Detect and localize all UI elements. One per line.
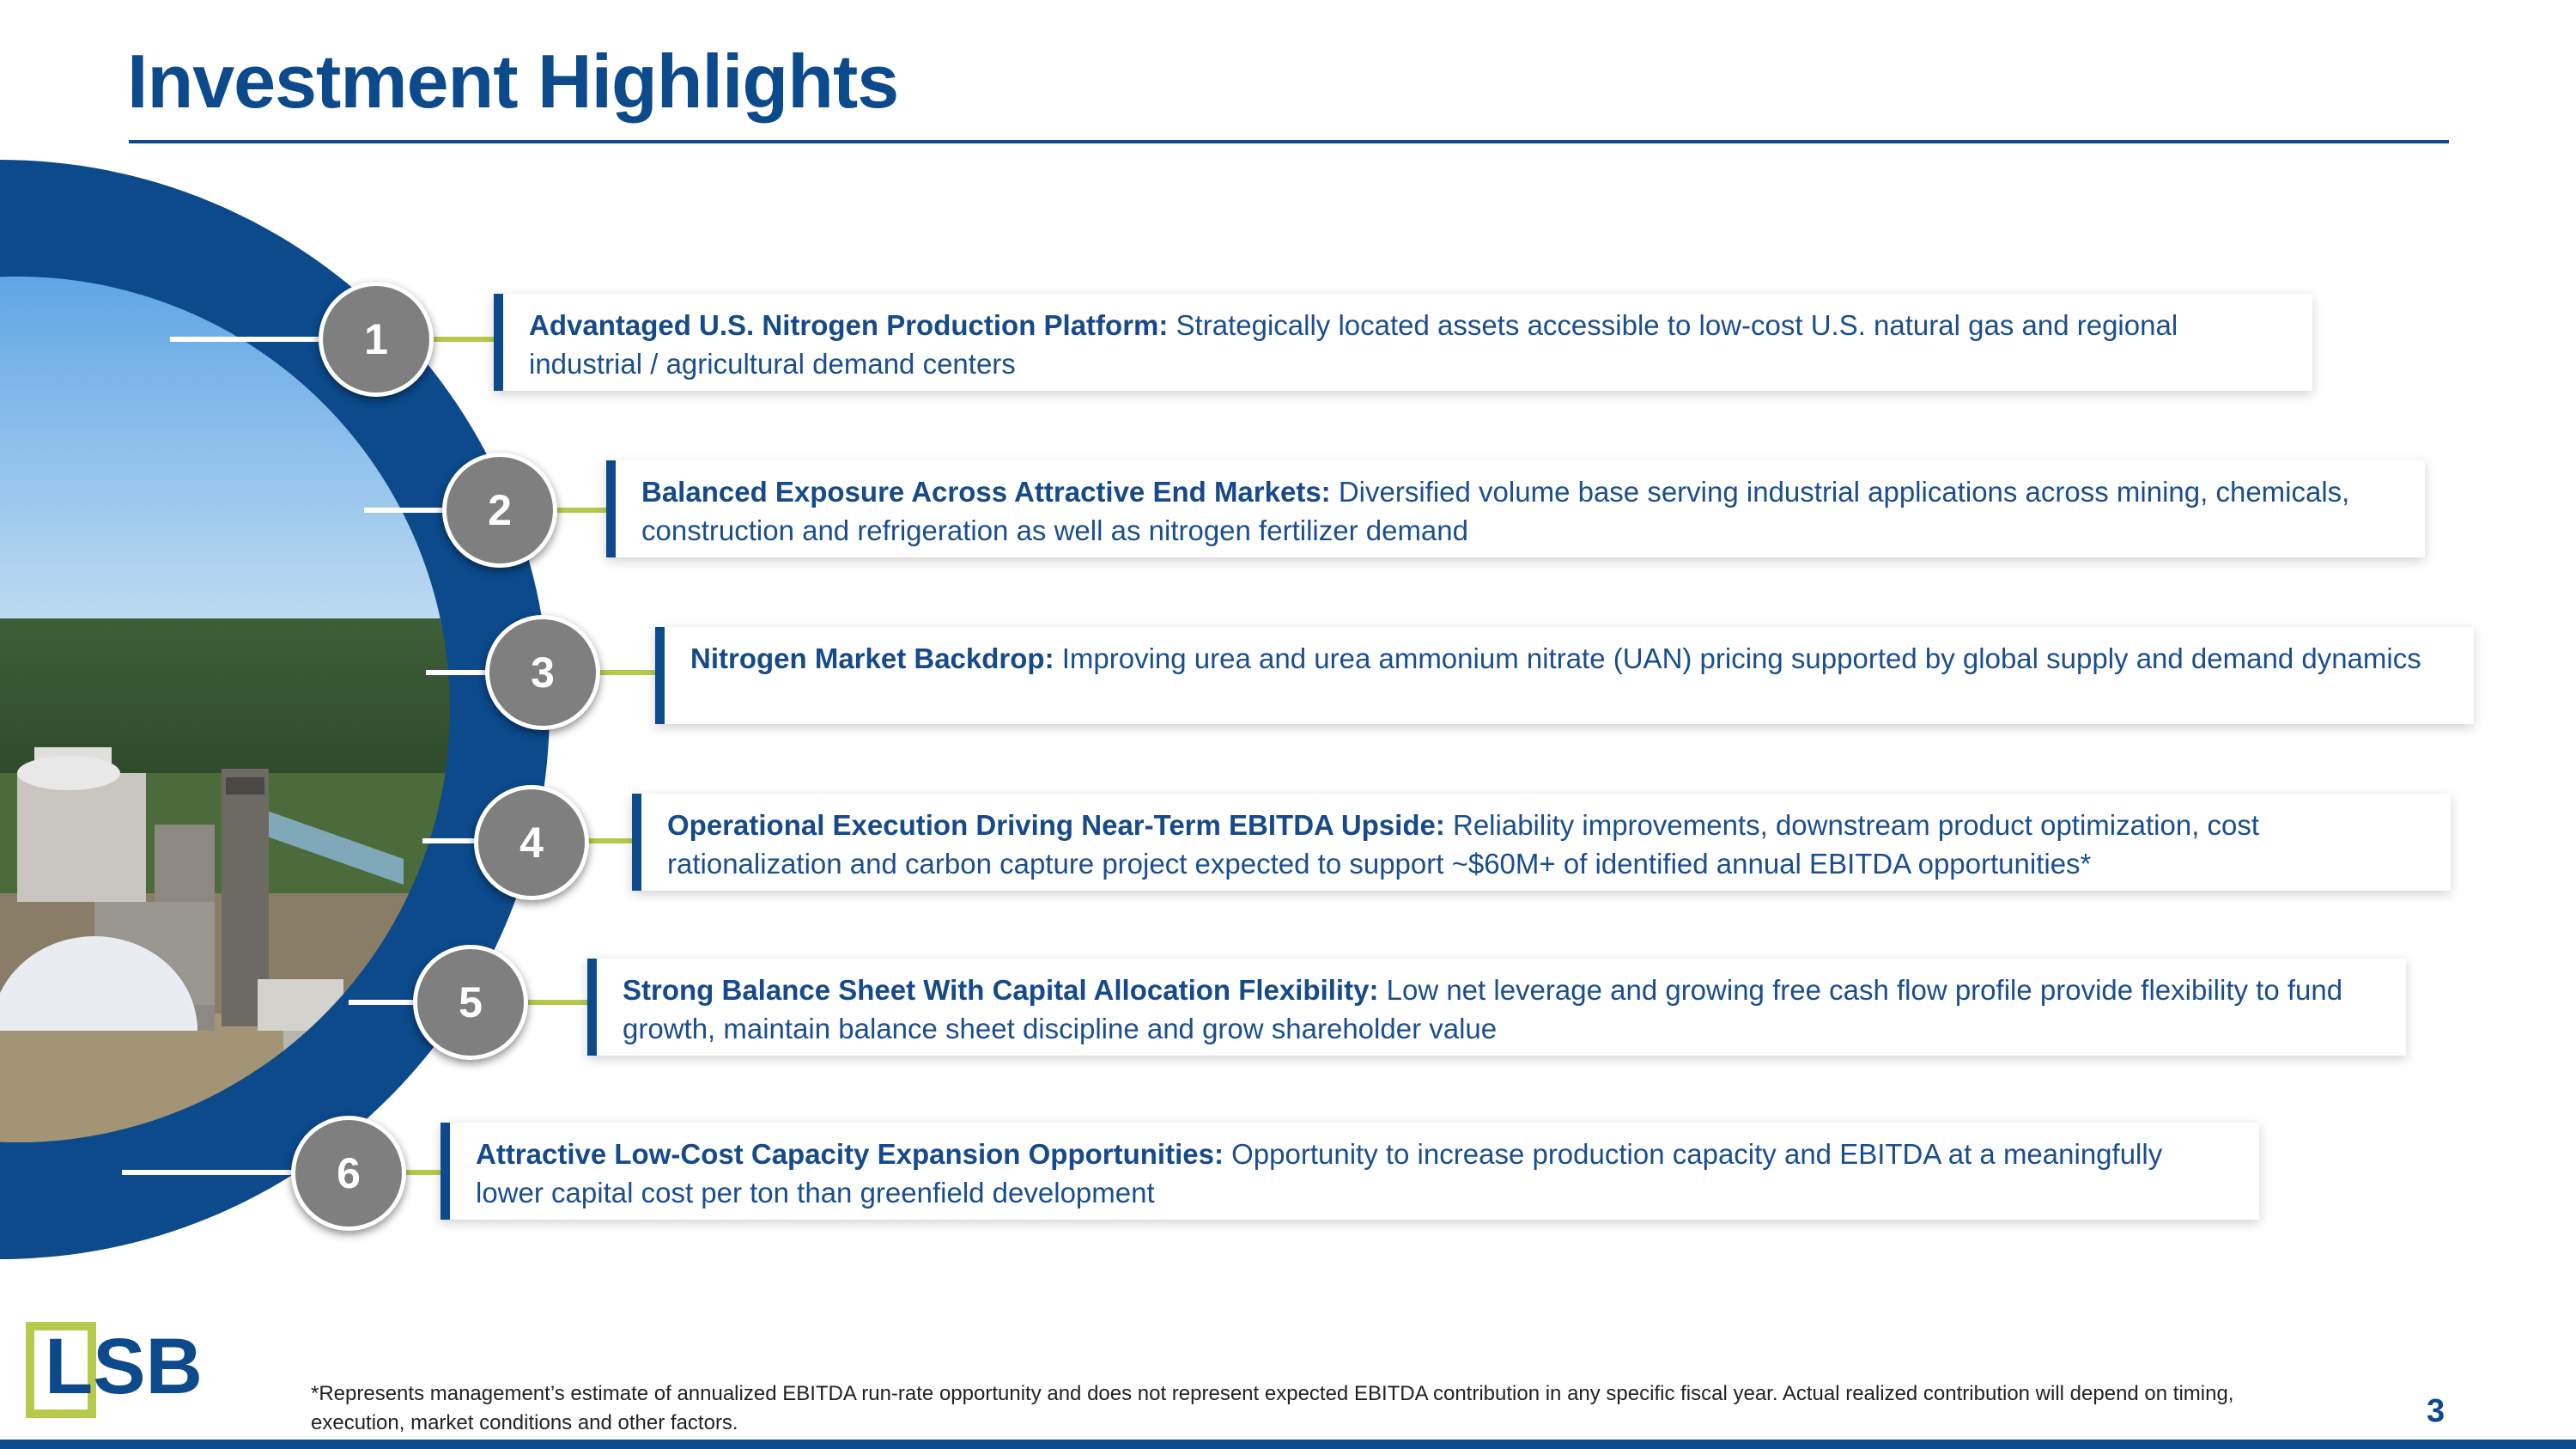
bottom-bar — [0, 1440, 2576, 1449]
footnote: *Represents management’s estimate of annualized EBITDA run-rate opportunity and does not represent expected EBITDA contribution in any specific fiscal year. Actual realized contribution will depend on timing, execution, market conditions and other factors. — [311, 1382, 2234, 1434]
highlight-body: Strategically located assets accessible to low-cost U.S. natural gas and regional industrial / agricultural demand centers — [529, 309, 2178, 380]
highlight-number-2: 2 — [442, 453, 557, 568]
connector-5-green — [520, 1000, 589, 1005]
highlight-card-5 — [587, 959, 2406, 1056]
logo-text: LSB — [45, 1323, 203, 1410]
highlight-number-1: 1 — [319, 282, 434, 397]
highlight-body: Diversified volume base serving industrial applications across mining, chemicals, construction and refrigeration as well as nitrogen fertilizer demand — [641, 476, 2350, 546]
highlight-card-2 — [606, 460, 2425, 557]
highlight-card-6 — [440, 1123, 2259, 1220]
highlight-heading: Nitrogen Market Backdrop: — [690, 642, 1062, 674]
highlight-heading: Operational Execution Driving Near-Term EBITDA Upside: — [667, 809, 1453, 841]
highlight-number-4: 4 — [474, 785, 589, 900]
connector-1-white — [170, 337, 325, 342]
highlight-heading: Balanced Exposure Across Attractive End Markets: — [641, 476, 1339, 508]
highlight-card-4 — [632, 794, 2451, 891]
connector-6-white — [122, 1170, 294, 1175]
highlight-body: Opportunity to increase production capacity and EBITDA at a meaningfully lower capital cost per ton than greenfield development — [476, 1138, 2163, 1209]
connector-3-white — [426, 670, 495, 675]
highlight-heading: Strong Balance Sheet With Capital Allocation Flexibility: — [623, 974, 1387, 1006]
highlight-body: Reliability improvements, downstream product optimization, cost rationalization and carbon capture project expected to support ~$60M+ of identified annual EBITDA opportunities* — [667, 809, 2260, 880]
highlight-number-6: 6 — [291, 1116, 406, 1231]
highlight-heading: Attractive Low-Cost Capacity Expansion Opportunities: — [476, 1138, 1232, 1170]
connector-2-green — [553, 508, 613, 513]
connector-1-green — [429, 337, 498, 342]
highlight-card-3 — [655, 627, 2474, 724]
highlight-card-1 — [494, 294, 2312, 391]
highlight-body: Improving urea and urea ammonium nitrate (UAN) pricing supported by global supply and demand dynamics — [1061, 642, 2421, 674]
highlight-number-3: 3 — [485, 615, 600, 730]
highlight-number-5: 5 — [413, 945, 528, 1060]
slide-title: Investment Highlights — [127, 39, 899, 124]
connector-4-green — [584, 838, 635, 843]
lsb-logo — [24, 1318, 222, 1427]
highlight-heading: Advantaged U.S. Nitrogen Production Platform: — [529, 309, 1176, 341]
page-number: 3 — [2427, 1393, 2445, 1429]
connector-3-green — [596, 670, 656, 675]
highlight-body: Low net leverage and growing free cash flow profile provide flexibility to fund growth, maintain balance sheet discipline and grow shareholder value — [623, 974, 2343, 1044]
connector-2-white — [364, 508, 450, 513]
